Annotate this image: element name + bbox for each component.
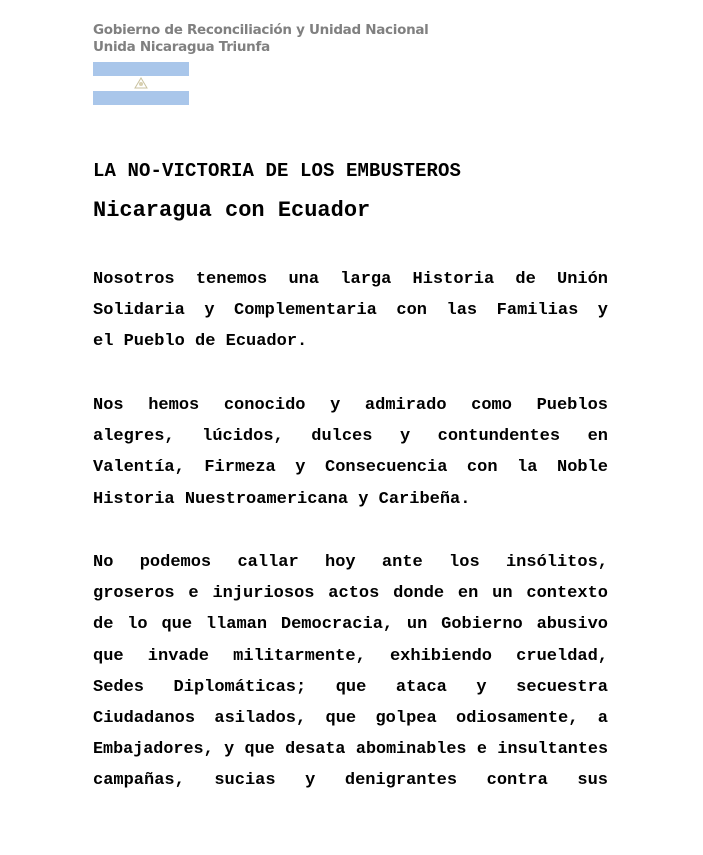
paragraph-line: Solidaria y Complementaria con las Familias y (93, 301, 608, 321)
paragraph-line: alegres, lúcidos, dulces y contundentes en (93, 427, 608, 447)
nicaragua-flag-icon (93, 62, 189, 105)
paragraph-line: Valentía, Firmeza y Consecuencia con la Noble (93, 458, 608, 478)
paragraph-line: groseros e injuriosos actos donde en un contexto (93, 584, 608, 604)
paragraph-line: de lo que llaman Democracia, un Gobierno abusivo (93, 615, 608, 635)
document-title: LA NO-VICTORIA DE LOS EMBUSTEROS (93, 160, 462, 182)
paragraph-line: Nos hemos conocido y admirado como Pueblos (93, 396, 608, 415)
paragraph-line: No podemos callar hoy ante los insólitos, (93, 553, 608, 572)
paragraph-line: Historia Nuestroamericana y Caribeña. (93, 489, 471, 509)
paragraph-line: Embajadores, y que desata abominables e insultantes (93, 740, 608, 760)
paragraph-line: Nosotros tenemos una larga Historia de Unión (93, 270, 608, 289)
header-line-slogan: Unida Nicaragua Triunfa (93, 39, 270, 55)
paragraph-2 (93, 390, 608, 515)
document-subtitle: Nicaragua con Ecuador (93, 198, 371, 223)
paragraph-1 (93, 264, 608, 358)
paragraph-line: el Pueblo de Ecuador. (93, 332, 308, 352)
paragraph-line: campañas, sucias y denigrantes contra sus (93, 771, 608, 791)
paragraph-3 (93, 547, 608, 797)
paragraph-line: Ciudadanos asilados, que golpea odiosamente, a (93, 708, 608, 728)
document-header (93, 22, 493, 56)
paragraph-line: Sedes Diplomáticas; que ataca y secuestra (93, 677, 608, 697)
paragraph-line: que invade militarmente, exhibiendo crueldad, (93, 646, 608, 666)
header-line-government: Gobierno de Reconciliación y Unidad Nacional (93, 22, 429, 38)
